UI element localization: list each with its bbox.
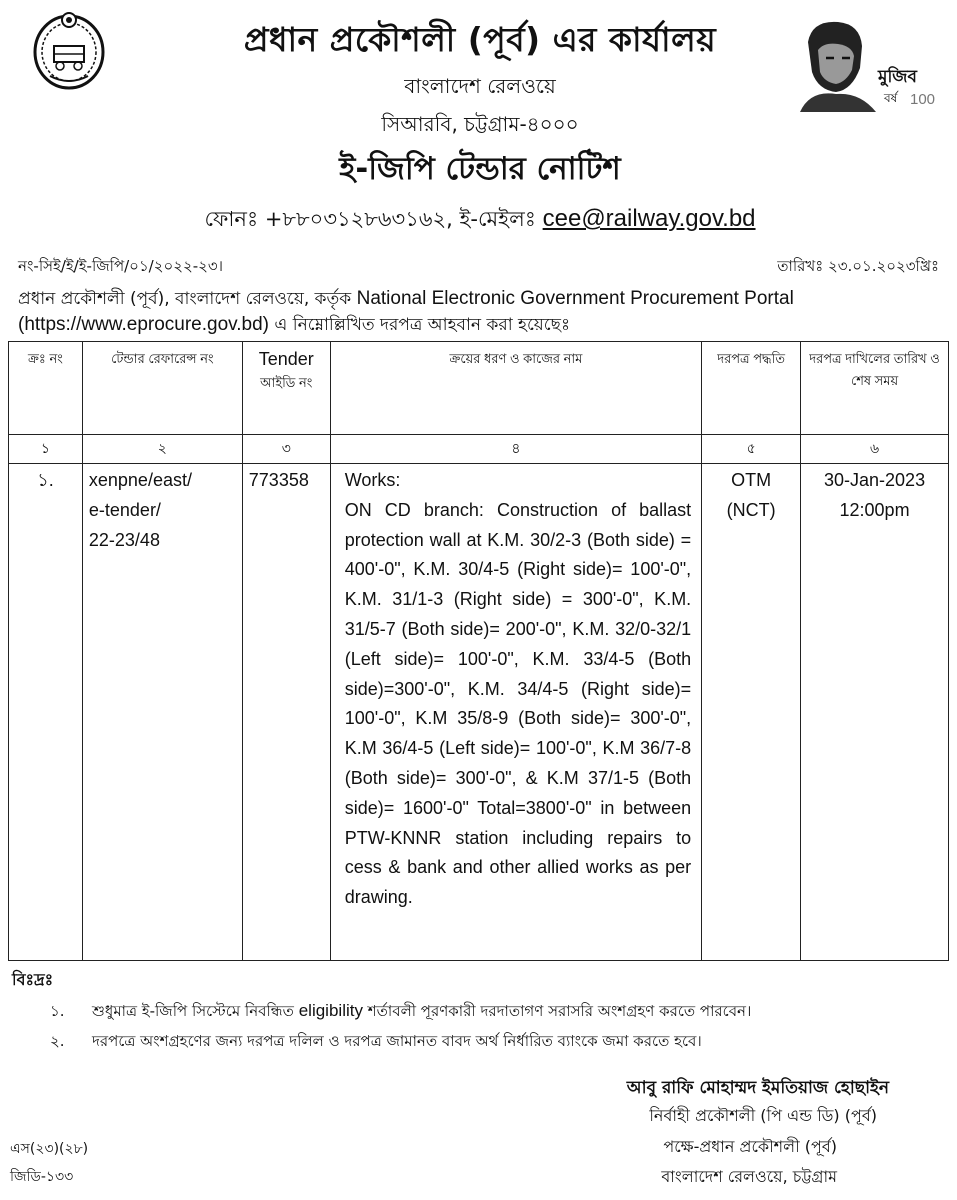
intro-url[interactable]: (https://www.eprocure.gov.bd) xyxy=(18,314,269,335)
note-item xyxy=(50,1030,702,1055)
logo-text-100: 100 xyxy=(910,91,936,108)
note-text-pre: শুধুমাত্র ই-জিপি সিস্টেমে নিবন্ধিত xyxy=(92,1002,299,1020)
col-number: ৩ xyxy=(242,435,330,464)
col-number: ১ xyxy=(9,435,83,464)
deadline-time: 12:00pm xyxy=(839,499,910,520)
intro-portal: National Electronic Government Procurement Portal xyxy=(356,288,794,309)
logo-text-borsho: বর্ষ xyxy=(884,91,898,105)
header-tender-ref: টেন্ডার রেফারেন্স নং xyxy=(82,342,242,435)
logo-text-mujib: মুজিব xyxy=(878,67,917,87)
intro-paragraph xyxy=(18,286,940,338)
table-header-row xyxy=(9,342,949,435)
work-type: Works: xyxy=(344,470,401,490)
row-work-description xyxy=(330,464,701,961)
row-tender-ref xyxy=(82,464,242,961)
tender-table xyxy=(8,341,949,961)
note-text-en: eligibility xyxy=(298,1001,363,1020)
office-title: প্রধান প্রকৌশলী (পূর্ব) এর কার্যালয় xyxy=(243,20,717,59)
header-serial: ক্রঃ নং xyxy=(9,342,83,435)
col-number: ৫ xyxy=(702,435,801,464)
note-number: ১. xyxy=(50,1002,65,1020)
memo-date: তারিখঃ ২৩.০১.২০২৩খ্রিঃ xyxy=(777,257,939,275)
header-tender-id xyxy=(242,342,330,435)
header-deadline: দরপত্র দাখিলের তারিখ ও শেষ সময় xyxy=(801,342,949,435)
method-line: (NCT) xyxy=(726,499,776,520)
note-number: ২. xyxy=(50,1032,65,1050)
row-deadline xyxy=(801,464,949,961)
table-row xyxy=(9,464,949,961)
intro-part1: প্রধান প্রকৌশলী (পূর্ব), বাংলাদেশ রেলওয়ে, কর্তৃক xyxy=(18,289,357,309)
ref-line: e-tender/ xyxy=(88,499,161,520)
deadline-date: 30-Jan-2023 xyxy=(824,470,926,490)
notice-title: ই-জিপি টেন্ডার নোটিশ xyxy=(339,151,621,187)
method-line: OTM xyxy=(731,470,772,490)
mujib-borsho-logo-icon xyxy=(790,12,940,112)
header-work: ক্রয়ের ধরণ ও কাজের নাম xyxy=(330,342,701,435)
row-tender-id: 773358 xyxy=(242,464,330,961)
railway-emblem-icon xyxy=(30,10,108,92)
office-address: সিআরবি, চট্টগ্রাম-৪০০০ xyxy=(381,112,579,136)
phone-text: ফোনঃ +৮৮০৩১২৮৬৩১৬২, ই-মেইলঃ xyxy=(204,207,543,231)
ref-line: 22-23/48 xyxy=(88,529,160,550)
signatory-organization: বাংলাদেশ রেলওয়ে, চট্টগ্রাম xyxy=(661,1167,837,1186)
footer-code: এস(২৩)(২৮) xyxy=(10,1141,89,1157)
note-text-post: শর্তাবলী পূরণকারী দরদাতাগণ সরাসরি অংশগ্রহণ করতে পারবেন। xyxy=(362,1002,752,1020)
intro-part2: এ নিম্নোল্লিখিত দরপত্র আহবান করা হয়েছেঃ xyxy=(268,315,571,335)
ref-line: xenpne/east/ xyxy=(88,470,192,490)
note-text-pre: দরপত্রে অংশগ্রহণের জন্য দরপত্র দলিল ও দরপত্র জামানত বাবদ অর্থ নির্ধারিত ব্যাংকে জমা করতে হবে। xyxy=(92,1032,702,1050)
signatory-name: আবু রাফি মোহাম্মদ ইমতিয়াজ হোছাইন xyxy=(626,1078,889,1098)
contact-line xyxy=(150,203,810,238)
footer-code: জিডি-১৩৩ xyxy=(10,1169,74,1185)
signatory-for: পক্ষে-প্রধান প্রকৌশলী (পূর্ব) xyxy=(663,1137,837,1156)
col-number: ২ xyxy=(82,435,242,464)
row-method xyxy=(702,464,801,961)
header-tender-id-en: Tender xyxy=(258,349,314,369)
memo-reference: নং-সিই/ই/ই-জিপি/০১/২০২২-২৩। xyxy=(18,257,224,275)
signatory-designation: নির্বাহী প্রকৌশলী (পি এন্ড ডি) (পূর্ব) xyxy=(649,1106,877,1125)
email-link[interactable]: cee@railway.gov.bd xyxy=(542,205,756,232)
col-number: ৪ xyxy=(330,435,701,464)
notice-header xyxy=(0,0,957,250)
column-number-row xyxy=(9,435,949,464)
notes-title: বিঃদ্রঃ xyxy=(12,970,54,989)
col-number: ৬ xyxy=(801,435,949,464)
header-method: দরপত্র পদ্ধতি xyxy=(702,342,801,435)
note-item xyxy=(50,1000,751,1025)
header-tender-id-bn: আইডি নং xyxy=(260,375,313,390)
work-detail: ON CD branch: Construction of ballast protection wall at K.M. 30/2-3 (Both side) = 400'-0", K.M. 30/4-5 (Right side)= 100'-0", K.M. 31/1-3 (Right side) = 300'-0", K.M. 31/5-7 (Both side)= 200'-0", K.M. 32/0-32/1 (Left side)= 100'-0", K.M. 33/4-5 (Both side)=300'-0", K.M. 34/4-5 (Right side)= 100'-0", K.M 35/8-9 (Both side)= 300'-0", K.M 36/4-5 (Left side)= 100'-0", K.M 36/7-8 (Both side)= 300'-0", & K.M 37/1-5 (Both side)= 1600'-0" Total=3800'-0" in between PTW-KNNR station including repairs to cess & bank and other allied works as per drawing. xyxy=(344,499,692,908)
row-serial: ১. xyxy=(9,464,83,961)
organization-name: বাংলাদেশ রেলওয়ে xyxy=(404,74,556,98)
